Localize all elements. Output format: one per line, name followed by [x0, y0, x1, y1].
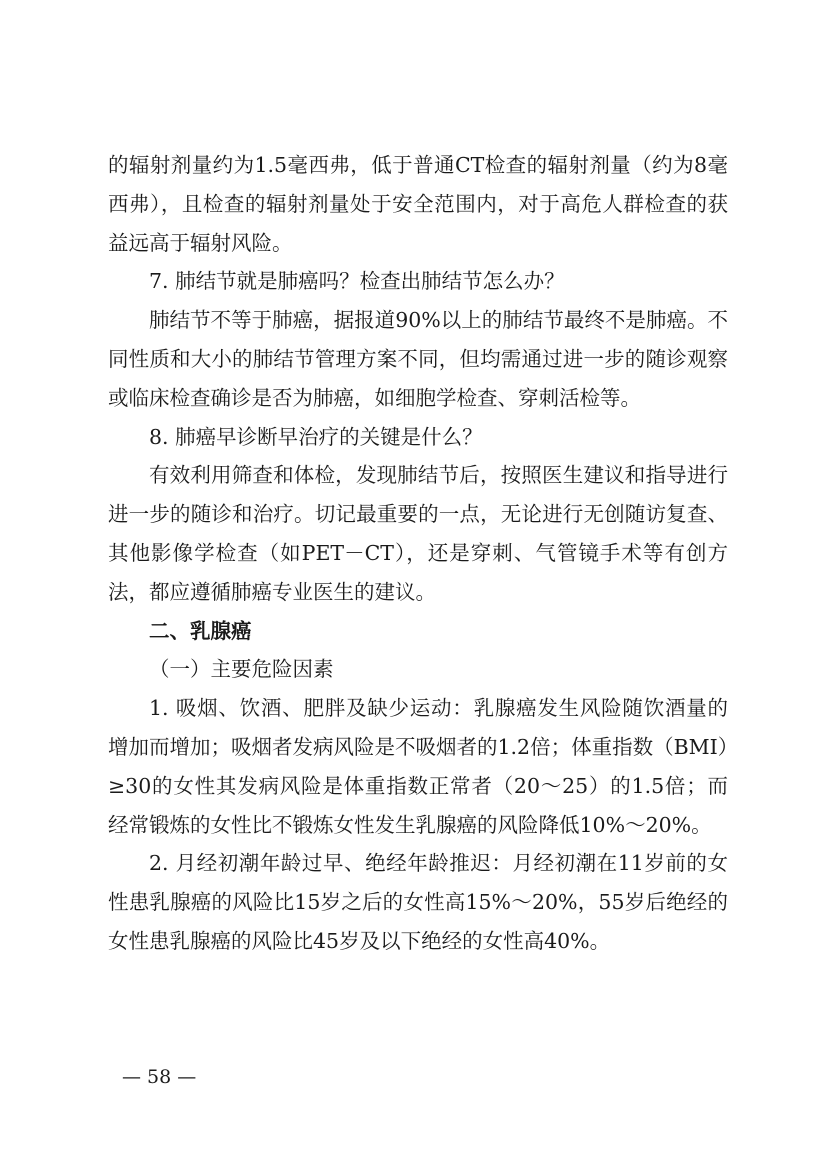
page-number: — 58 — — [122, 1066, 197, 1088]
section-heading-breast-cancer: 二、乳腺癌 — [149, 618, 252, 643]
risk-factor-1: 1. 吸烟、饮酒、肥胖及缺少运动：乳腺癌发生风险随饮酒量的增加而增加；吸烟者发病风险是不吸烟者的1.2倍；体重指数（BMI）≥30的女性其发病风险是体重指数正常者（20～25）的1.5倍；而经常锻炼的女性比不锻炼女性发生乳腺癌的风险降低10%～20%。 — [108, 696, 729, 837]
question-7: 7. 肺结节就是肺癌吗？检查出肺结节怎么办？ — [149, 269, 565, 294]
question-8: 8. 肺癌早诊断早治疗的关键是什么？ — [149, 424, 483, 449]
paragraph-radiation-dose: 的辐射剂量约为1.5毫西弗，低于普通CT检查的辐射剂量（约为8毫西弗），且检查的辐射剂量处于安全范围内，对于高危人群检查的获益远高于辐射风险。 — [108, 153, 728, 255]
answer-7: 肺结节不等于肺癌，据报道90%以上的肺结节最终不是肺癌。不同性质和大小的肺结节管理方案不同，但均需通过进一步的随诊观察或临床检查确诊是否为肺癌，如细胞学检查、穿刺活检等。 — [108, 308, 728, 410]
answer-8: 有效利用筛查和体检，发现肺结节后，按照医生建议和指导进行进一步的随诊和治疗。切记最重要的一点，无论进行无创随访复查、其他影像学检查（如PET－CT），还是穿刺、气管镜手术等有创方法，都应遵循肺癌专业医生的建议。 — [108, 463, 728, 604]
risk-factor-2: 2. 月经初潮年龄过早、绝经年龄推迟：月经初潮在11岁前的女性患乳腺癌的风险比15岁之后的女性高15%～20%，55岁后绝经的女性患乳腺癌的风险比45岁及以下绝经的女性高40%。 — [108, 851, 728, 953]
subsection-heading-risk-factors: （一）主要危险因素 — [149, 657, 334, 682]
page-content — [108, 146, 728, 961]
